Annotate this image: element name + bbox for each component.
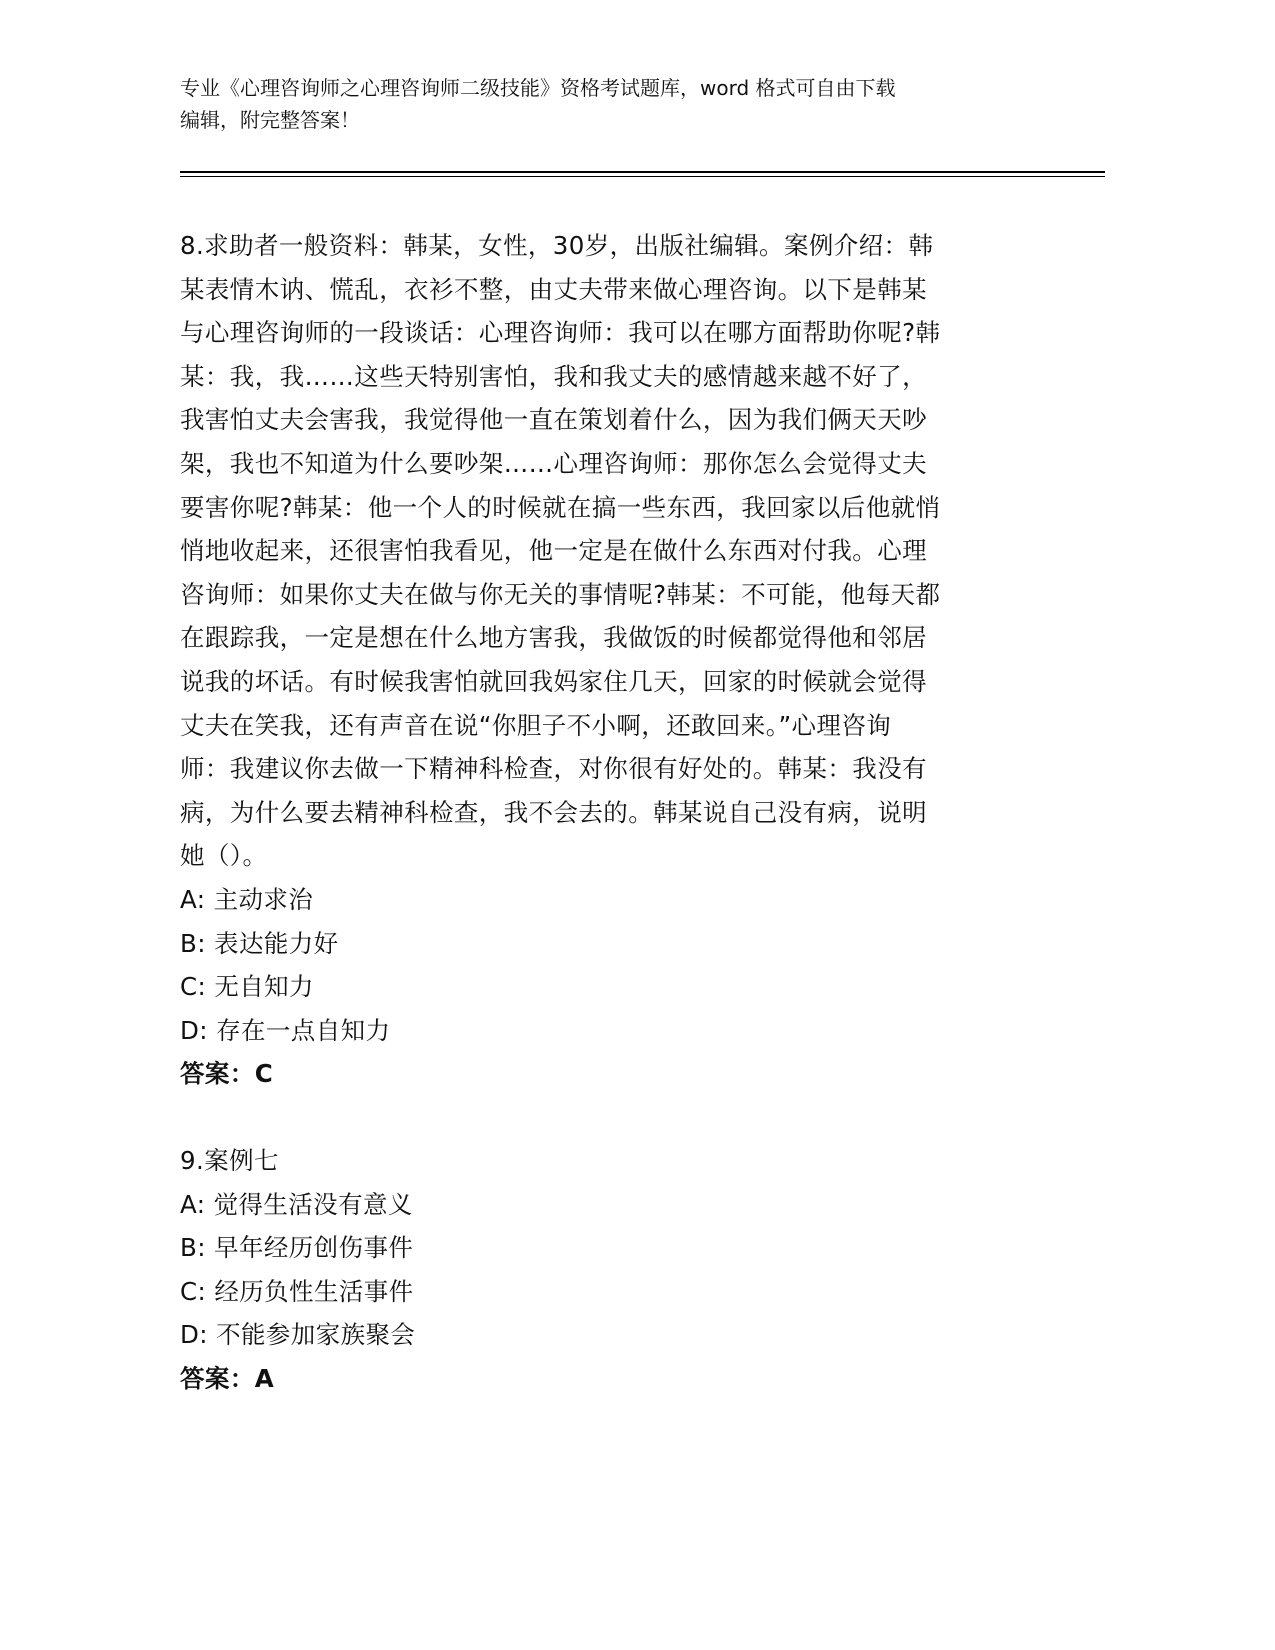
question-stem-line: 8.求助者一般资料：韩某，女性，30岁，出版社编辑。案例介绍：韩 (180, 231, 934, 260)
option-b: B: 早年经历创伤事件 (180, 1233, 414, 1263)
question-stem-line: 某：我，我……这些天特别害怕，我和我丈夫的感情越来越不好了， (180, 361, 927, 391)
question-stem-line: 丈夫在笑我，还有声音在说“你胆子不小啊，还敢回来。”心理咨询 (180, 710, 892, 740)
option-c: C: 无自知力 (180, 972, 314, 1002)
option-d: D: 不能参加家族聚会 (180, 1320, 416, 1350)
question-stem-line: 说我的坏话。有时候我害怕就回我妈家住几天，回家的时候就会觉得 (180, 666, 927, 696)
question-stem-line: 某表情木讷、慌乱，衣衫不整，由丈夫带来做心理咨询。以下是韩某 (180, 274, 927, 304)
answer: 答案：C (180, 1059, 274, 1089)
question-stem-line: 师：我建议你去做一下精神科检查，对你很有好处的。韩某：我没有 (180, 754, 927, 784)
header-line: 专业《心理咨询师之心理咨询师二级技能》资格考试题库，word 格式可自由下载 (180, 76, 896, 100)
header-line: 编辑，附完整答案！ (180, 108, 360, 132)
question-stem-line: 要害你呢?韩某：他一个人的时候就在搞一些东西，我回家以后他就悄 (180, 492, 941, 522)
option-b: B: 表达能力好 (180, 928, 339, 958)
question-9 (180, 1139, 1080, 1401)
question-8 (180, 224, 1080, 1096)
document-header (180, 72, 1080, 136)
header-divider (180, 171, 1105, 173)
question-stem-line: 我害怕丈夫会害我，我觉得他一直在策划着什么，因为我们俩天天吵 (180, 405, 927, 435)
header-divider-thin (180, 176, 1105, 177)
question-stem-line: 悄地收起来，还很害怕我看见，他一定是在做什么东西对付我。心理 (180, 536, 927, 566)
option-c: C: 经历负性生活事件 (180, 1276, 414, 1306)
question-stem-line: 病，为什么要去精神科检查，我不会去的。韩某说自己没有病，说明 (180, 797, 927, 827)
question-stem-line: 与心理咨询师的一段谈话：心理咨询师：我可以在哪方面帮助你呢?韩 (180, 318, 941, 348)
option-d: D: 存在一点自知力 (180, 1015, 391, 1045)
question-stem-line: 她（）。 (180, 841, 268, 871)
option-a: A: 主动求治 (180, 884, 314, 914)
question-stem-line: 咨询师：如果你丈夫在做与你无关的事情呢?韩某：不可能，他每天都 (180, 579, 941, 609)
option-a: A: 觉得生活没有意义 (180, 1189, 413, 1219)
answer: 答案：A (180, 1363, 275, 1393)
question-stem-line: 架，我也不知道为什么要吵架……心理咨询师：那你怎么会觉得丈夫 (180, 448, 927, 478)
question-stem-line: 9.案例七 (180, 1146, 279, 1175)
question-stem-line: 在跟踪我，一定是想在什么地方害我，我做饭的时候都觉得他和邻居 (180, 623, 927, 653)
